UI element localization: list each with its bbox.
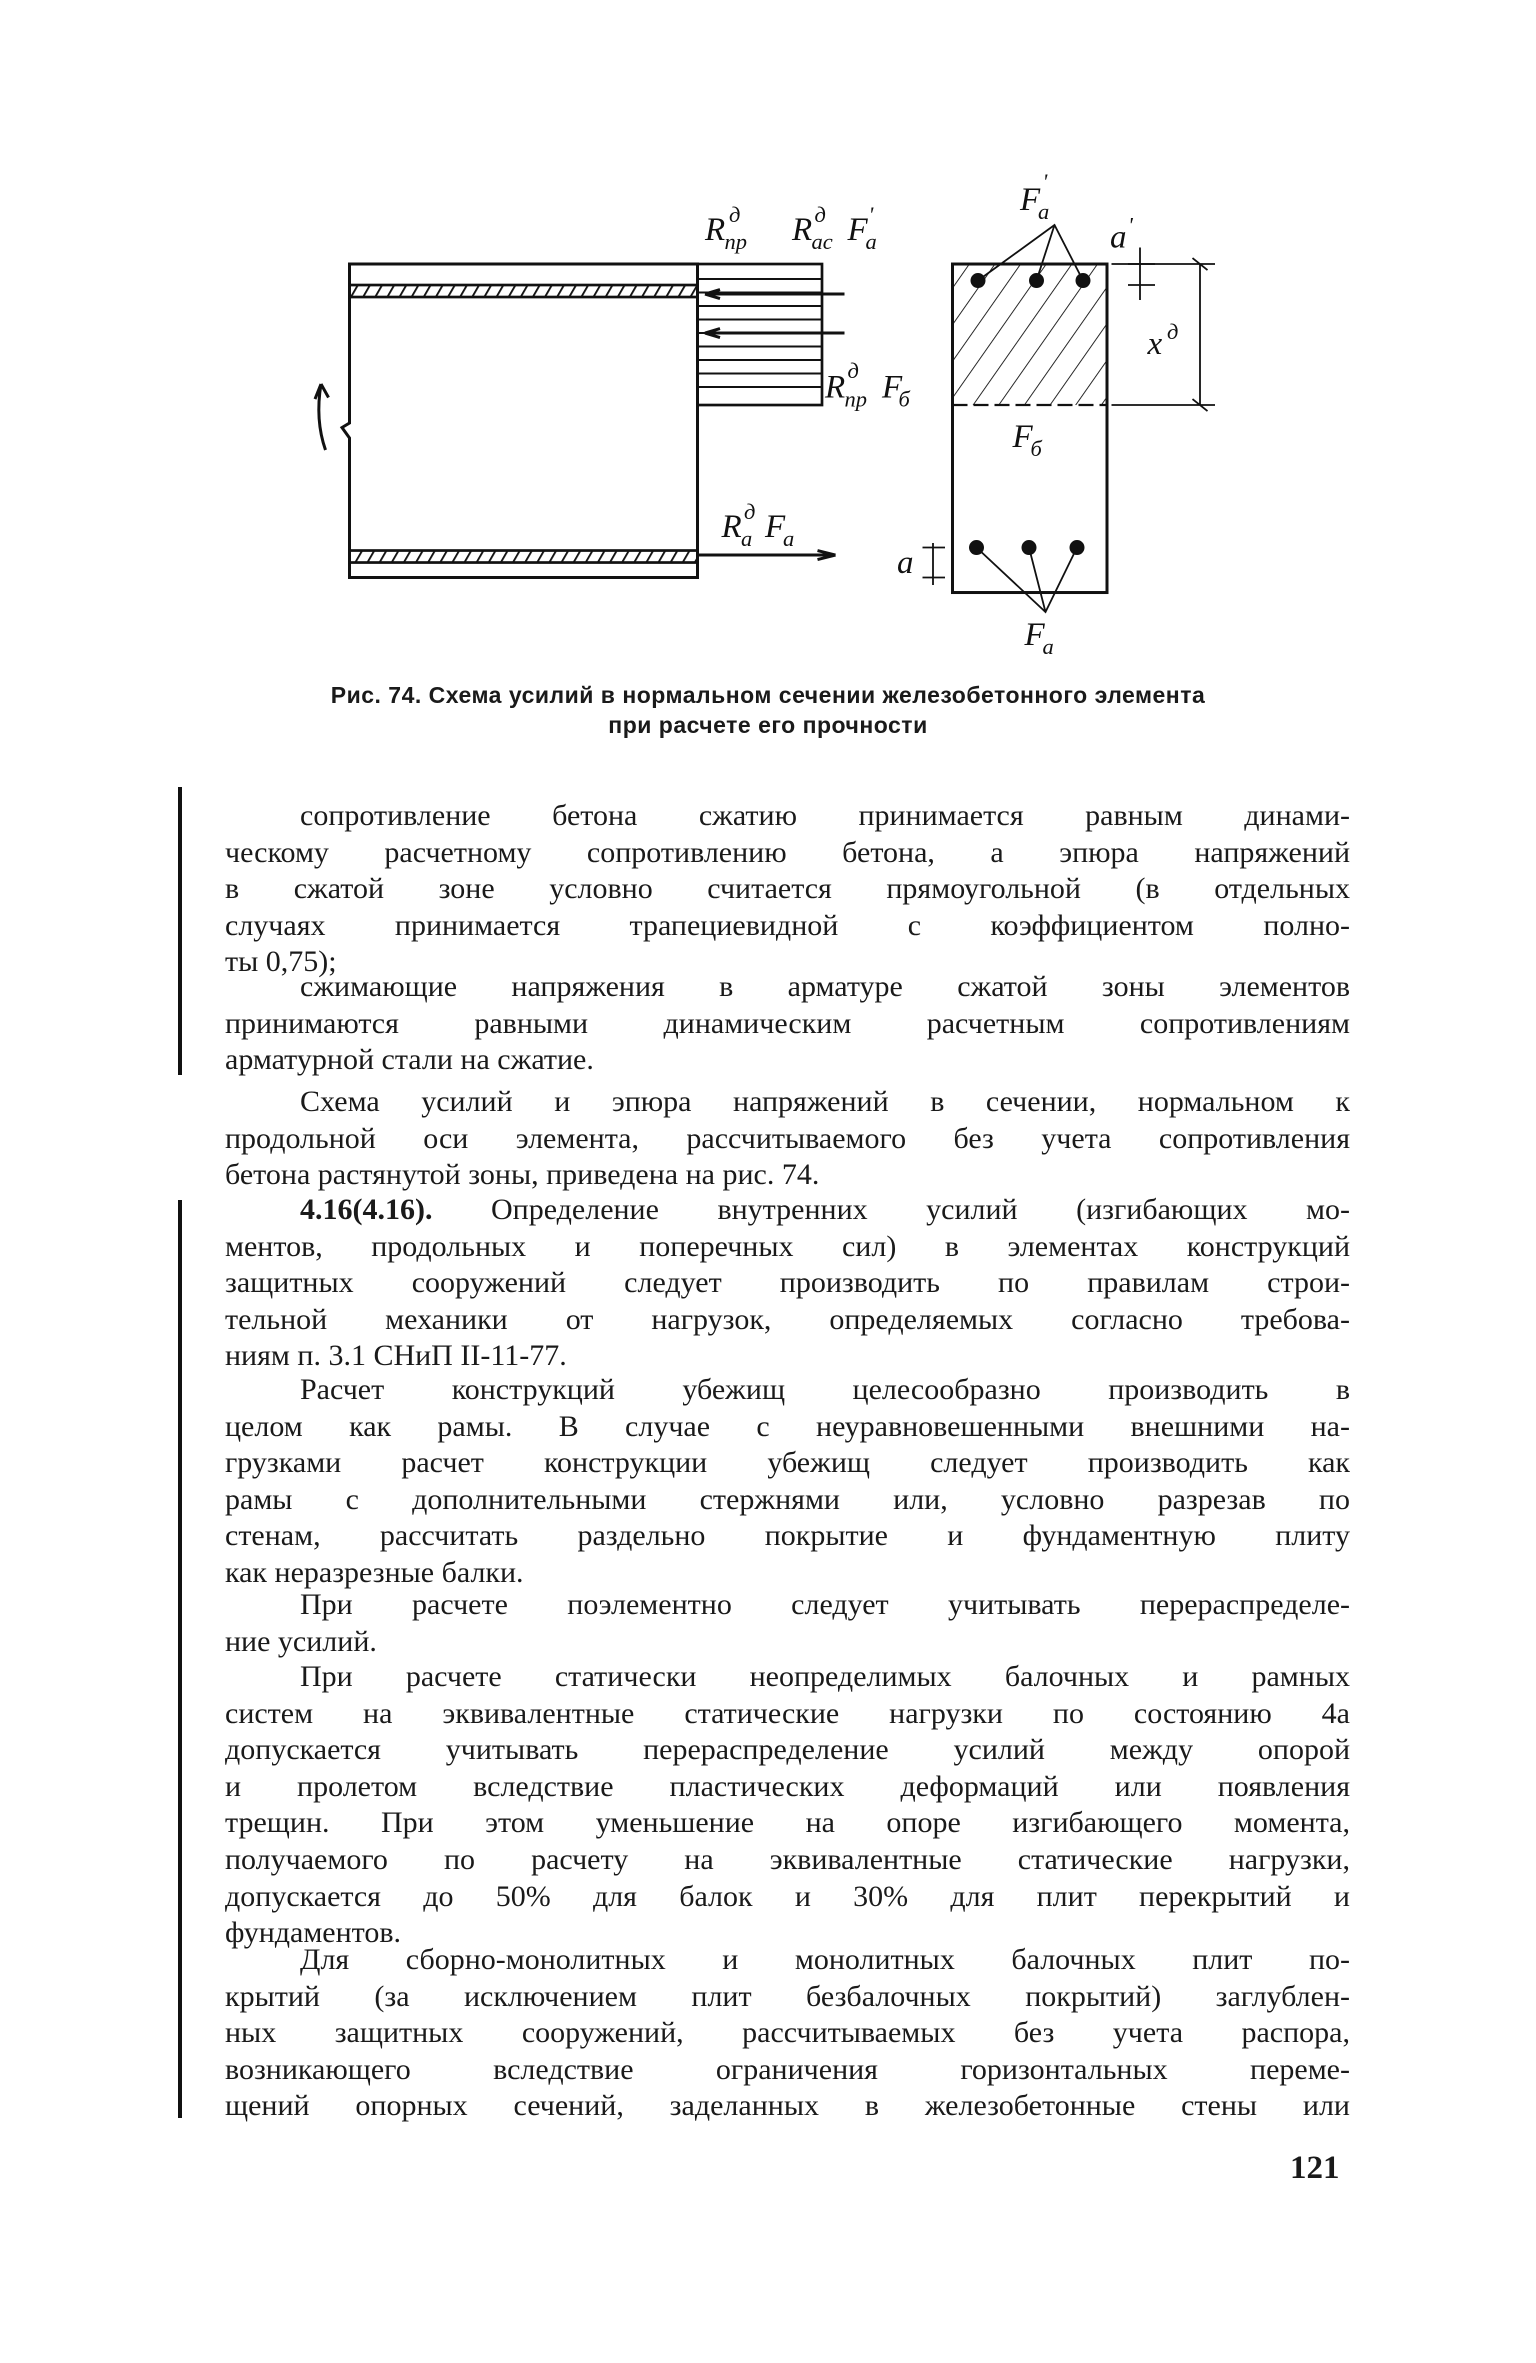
caption-line: при расчете его прочности (608, 712, 928, 738)
text-line: сопротивление бетона сжатию принимается равным динами- (300, 799, 1350, 832)
paragraph (225, 1084, 1350, 1194)
text-line: в сжатой зоне условно считается прямоугольной (в отдельных (225, 872, 1350, 906)
svg-text:a: a (1038, 199, 1050, 225)
svg-text:F: F (847, 212, 868, 249)
caption-line: Рис. 74. Схема усилий в нормальном сечении железобетонного элемента (330, 682, 1206, 708)
svg-text:б: б (898, 386, 910, 412)
svg-text:пр: пр (724, 229, 747, 255)
text-line: трещин. При этом уменьшение на опоре изгибающего момента, (225, 1806, 1350, 1840)
text-line: и пролетом вследствие пластических деформаций или появления (225, 1769, 1350, 1803)
text-line (225, 1192, 1350, 1229)
text-line: грузками расчет конструкции убежищ следует производить как (225, 1446, 1350, 1480)
text-line: целом как рамы. В случае с неуравновешенными внешними на- (225, 1409, 1350, 1443)
paragraph (225, 1192, 1350, 1375)
text-line: крытий (за исключением плит безбалочных покрытий) заглублен- (225, 1979, 1350, 2013)
bottom-rebar (350, 551, 698, 563)
svg-text:a: a (897, 545, 914, 582)
svg-text:F: F (1024, 617, 1045, 654)
text-line: Для сборно-монолитных и монолитных балочных плит по- (300, 1943, 1350, 1976)
svg-text:a: a (1042, 634, 1054, 660)
svg-text:д: д (729, 202, 741, 228)
text-line: получаемого по расчету на эквивалентные статические нагрузки, (225, 1842, 1350, 1876)
text-line: систем на эквивалентные статические нагрузки по состоянию 4а (225, 1696, 1350, 1730)
svg-text:д: д (847, 358, 859, 384)
svg-text:R: R (721, 509, 742, 546)
text-line: стенам, рассчитать раздельно покрытие и фундаментную плиту (225, 1519, 1350, 1553)
text-line: ниям п. 3.1 СНиП II-11-77. (225, 1339, 567, 1373)
paragraph (225, 798, 1350, 981)
svg-text:R: R (825, 369, 846, 406)
svg-text:R: R (792, 212, 813, 249)
text-line: сжимающие напряжения в арматуре сжатой зоны элементов (300, 970, 1350, 1003)
svg-text:a: a (783, 526, 795, 552)
svg-text:F: F (765, 509, 786, 546)
svg-text:F: F (1012, 419, 1033, 456)
text-line: рамы с дополнительными стержнями или, условно разрезав по (225, 1482, 1350, 1516)
text-line: тельной механики от нагрузок, определяемых согласно требова- (225, 1302, 1350, 1336)
svg-text:': ' (1042, 169, 1048, 195)
text-line: ментов, продольных и поперечных сил) в элементах конструкций (225, 1229, 1350, 1263)
svg-text:a: a (1110, 219, 1127, 256)
text-line: бетона растянутой зоны, приведена на рис. 74. (225, 1158, 820, 1192)
text-line: допускается до 50% для балок и 30% для плит перекрытий и (225, 1879, 1350, 1913)
text-line: как неразрезные балки. (225, 1555, 524, 1589)
text-line: защитных сооружений следует производить по правилам строи- (225, 1266, 1350, 1300)
svg-text:R: R (705, 212, 726, 249)
svg-text:F: F (1020, 182, 1041, 219)
svg-text:ac: ac (811, 229, 833, 255)
margin-bar (178, 787, 182, 1075)
text-line: При расчете статически неопределимых балочных и рамных (300, 1660, 1350, 1693)
text-line: возникающего вследствие ограничения горизонтальных переме- (225, 2052, 1350, 2086)
text-line: принимаются равными динамическим расчетным сопротивлениям (225, 1006, 1350, 1040)
paragraph (225, 969, 1350, 1079)
page-number: 121 (1290, 2150, 1340, 2186)
cross-section (923, 225, 1216, 612)
text: Определение внутренних усилий (изгибающих мо- (432, 1193, 1350, 1226)
text-line: случаях принимается трапециевидной с коэффициентом полно- (225, 908, 1350, 942)
svg-text:x: x (1147, 326, 1163, 363)
paragraph (225, 1372, 1350, 1592)
svg-text:F: F (882, 369, 903, 406)
svg-text:д: д (744, 499, 756, 525)
text-line: фундаментов. (225, 1916, 402, 1950)
text-line: Схема усилий и эпюра напряжений в сечении, нормальном к (300, 1085, 1350, 1118)
top-rebar (350, 285, 698, 297)
svg-text:': ' (868, 202, 874, 228)
svg-text:a: a (741, 526, 753, 552)
text-line: допускается учитывать перераспределение усилий между опорой (225, 1733, 1350, 1767)
svg-text:a: a (865, 229, 877, 255)
paragraph (225, 1659, 1350, 1952)
svg-text:': ' (1128, 212, 1133, 238)
paragraph (225, 1587, 1350, 1660)
section-number: 4.16(4.16). (300, 1193, 433, 1226)
text-line: ние усилий. (225, 1624, 377, 1658)
text-line: продольной оси элемента, рассчитываемого без учета сопротивления (225, 1121, 1350, 1155)
svg-text:д: д (1167, 319, 1179, 345)
svg-text:б: б (1030, 436, 1042, 462)
text-line: щений опорных сечений, заделанных в железобетонные стены или (225, 2089, 1350, 2123)
text-line: ты 0,75); (225, 945, 337, 979)
paragraph (225, 1942, 1350, 2125)
svg-text:пр: пр (844, 386, 867, 412)
text-line: Расчет конструкций убежищ целесообразно производить в (300, 1373, 1350, 1406)
margin-bar (178, 1200, 182, 2118)
beam-elevation (315, 264, 698, 578)
text-line: ных защитных сооружений, рассчитываемых без учета распора, (225, 2016, 1350, 2050)
svg-text:д: д (814, 202, 826, 228)
figure-caption (200, 680, 1336, 740)
moment-arrow-icon (315, 384, 329, 450)
text-line: ческому расчетному сопротивлению бетона, а эпюра напряжений (225, 835, 1350, 869)
text-line: При расчете поэлементно следует учитывать перераспределе- (300, 1588, 1350, 1621)
text-line: арматурной стали на сжатие. (225, 1043, 594, 1077)
